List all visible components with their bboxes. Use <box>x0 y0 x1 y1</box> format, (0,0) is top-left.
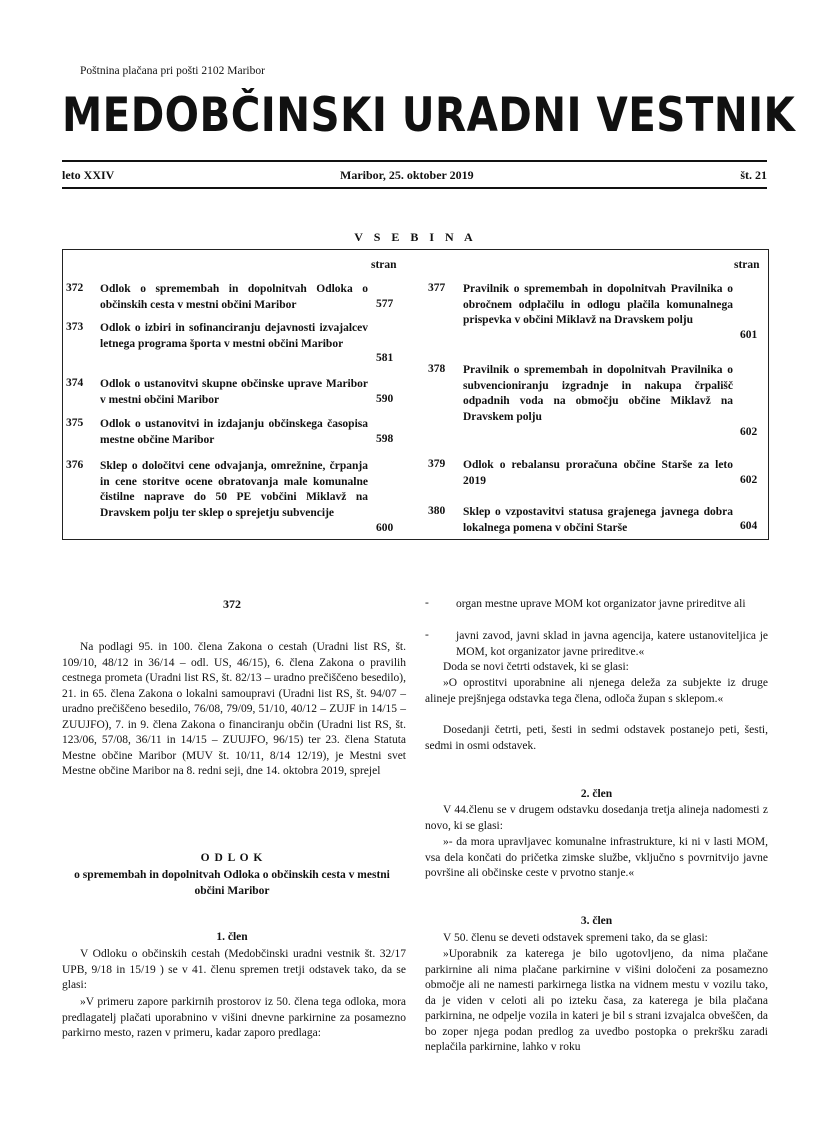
masthead-title: MEDOBČINSKI URADNI VESTNIK <box>62 88 796 143</box>
toc-item-number: 373 <box>66 321 84 333</box>
paragraph: Dosedanji četrti, peti, šesti in sedmi odstavek postanejo peti, šesti, sedmi in osmi odstavek. <box>425 724 768 752</box>
list-dash: - <box>425 597 429 609</box>
article-3-quote: »Uporabnik za katerega je bilo ugotovljeno, da nima plačane parkirnine ali nima plačane parkirnine v višini določeni za posamezno območje ali ne namesti parkirnega listka na vidnem mestu v vozilu tako, da je viden v celoti ali po izteku časa, za katerega je bila plačana parkirnina, ne odpelje vozila in kateri je bil s strani izvajalca obveščen, da bo zoper njega podan predlog za uvedbo postopka o prekršku zaradi neplačila parkirnine, lahko v roku <box>425 948 768 1053</box>
toc-page-header-left: stran <box>371 259 397 271</box>
place-date: Maribor, 25. oktober 2019 <box>340 168 474 182</box>
list-item: organ mestne uprave MOM kot organizator javne prireditve ali <box>456 598 746 610</box>
decree-subtitle: o spremembah in dopolnitvah Odloka o občinskih cesta v mestni občini Maribor <box>74 869 390 897</box>
header-rule-top <box>62 160 767 162</box>
list-dash: - <box>425 629 429 641</box>
toc-item-number: 380 <box>428 505 446 517</box>
toc-item-number: 379 <box>428 458 446 470</box>
toc-item-page: 601 <box>740 329 758 341</box>
article-1-title: 1. člen <box>216 931 248 943</box>
preamble: Na podlagi 95. in 100. člena Zakona o cestah (Uradni list RS, št. 109/10, 48/12 in 36/14 – odl. US, 46/15), 6. člena Zakona o pravilih cestnega prometa (Uradni list RS, št. 82/13 – uradno prečiščeno besedilo), 21. in 65. člena Zakona o lokalni samoupravi (Uradni list RS, št. 94/07 – uradno prečiščeno besedilo, 76/08, 79/09, 51/10, 40/12 – ZUJF in 14/15 – ZUUJFO), 7. in 9. člena Zakona o financiranju občin (Uradni list RS, št. 123/06, 57/08, 36/11 in 14/15 – ZUUJFO, 96/15) ter 23. člena Statuta Mestne občine Maribor (MUV št. 10/11, 8/14 12/19), je Mestni svet Mestne občine Maribor na 8. redni seji, dne 14. oktobra 2019, sprejel <box>62 641 406 777</box>
toc-item-title: Odlok o ustanovitvi in izdajanju občinskega časopisa mestne občine Maribor <box>100 418 368 446</box>
act-number: 372 <box>223 597 241 611</box>
article-2-quote: »- da mora upravljavec komunalne infrastrukture, ki ni v lasti MOM, vsa dela končati do pričetka zimske službe, vključno s povrnitvijo javne površine ali občinske ceste v prvotno stanje.« <box>425 836 768 879</box>
article-3-paragraph: V 50. členu se deveti odstavek spremeni tako, da se glasi: <box>443 932 708 944</box>
article-3-title: 3. člen <box>580 915 613 927</box>
toc-item-title: Sklep o določitvi cene odvajanja, omrežnine, črpanja in cene storitve ocene obratovanja male komunalne čistilne naprave do 50 PE vobčini Miklavž na Dravskem polju ter sklep o sprejetju subvencije <box>100 460 368 519</box>
article-2-title: 2. člen <box>580 788 613 800</box>
toc-item-page: 602 <box>740 426 758 438</box>
toc-item-page: 604 <box>740 520 758 532</box>
toc-item-number: 377 <box>428 282 446 294</box>
toc-item-page: 602 <box>740 474 758 486</box>
toc-item-number: 378 <box>428 363 446 375</box>
paragraph: Doda se novi četrti odstavek, ki se glasi: <box>443 661 629 673</box>
toc-item-number: 372 <box>66 282 84 294</box>
toc-item-title: Odlok o rebalansu proračuna občine Starše za leto 2019 <box>463 459 733 487</box>
toc-item-title: Sklep o vzpostavitvi statusa grajenega javnega dobra lokalnega pomena v občini Starše <box>463 506 733 534</box>
toc-item-title: Pravilnik o spremembah in dopolnitvah Pravilnika o subvencioniranju izgradnje in nakupa črpališč odpadnih voda na območju občine Miklavž na Dravskem polju <box>463 364 733 423</box>
toc-item-number: 376 <box>66 459 84 471</box>
toc-item-page: 581 <box>376 352 394 364</box>
issue-number: št. 21 <box>740 168 767 182</box>
decree-title: O D L O K <box>200 852 264 864</box>
toc-item-page: 598 <box>376 433 394 445</box>
toc-item-title: Odlok o izbiri in sofinanciranju dejavnosti izvajalcev letnega programa športa v mestni občini Maribor <box>100 322 368 350</box>
toc-item-title: Odlok o spremembah in dopolnitvah Odloka o občinskih cesta v mestni občini Maribor <box>100 283 368 311</box>
toc-item-title: Pravilnik o spremembah in dopolnitvah Pravilnika o obročnem odplačilu in odlogu plačila komunalnega prispevka v občini Miklavž na Dravskem polju <box>463 283 733 326</box>
paragraph: »O oprostitvi uporabnine ali njenega deleža za subjekte iz druge alineje prejšnjega odstavka tega člena, odloča župan s sklepom.« <box>425 677 768 705</box>
article-1-quote: »V primeru zapore parkirnih prostorov iz 50. člena tega odloka, mora predlagatelj plačati uporabnino v višini dnevne parkirnine za posamezno parkirno mesto, razen v primeru, kadar zaporo predlaga: <box>62 996 406 1039</box>
article-1-paragraph: V Odloku o občinskih cestah (Medobčinski uradni vestnik št. 32/17 UPB, 9/18 in 15/19 ) se v 41. členu spremen tretji odstavek tako, da se glasi: <box>62 948 406 991</box>
toc-page-header-right: stran <box>734 259 760 271</box>
postage-note: Poštnina plačana pri pošti 2102 Maribor <box>80 65 265 77</box>
toc-item-page: 577 <box>376 298 394 310</box>
list-item: javni zavod, javni sklad in javna agencija, katere ustanoviteljica je MOM, kot organizator javne prireditve.« <box>456 630 768 658</box>
toc-item-number: 374 <box>66 377 84 389</box>
volume-label: leto XXIV <box>62 168 115 182</box>
toc-item-title: Odlok o ustanovitvi skupne občinske uprave Maribor v mestni občini Maribor <box>100 378 368 406</box>
toc-item-number: 375 <box>66 417 84 429</box>
article-2-paragraph: V 44.členu se v drugem odstavku dosedanja tretja alineja nadomesti z novo, ki se glasi: <box>425 804 768 832</box>
toc-title: V S E B I N A <box>354 230 477 244</box>
toc-item-page: 590 <box>376 393 394 405</box>
toc-item-page: 600 <box>376 522 394 534</box>
header-rule-bottom <box>62 187 767 189</box>
